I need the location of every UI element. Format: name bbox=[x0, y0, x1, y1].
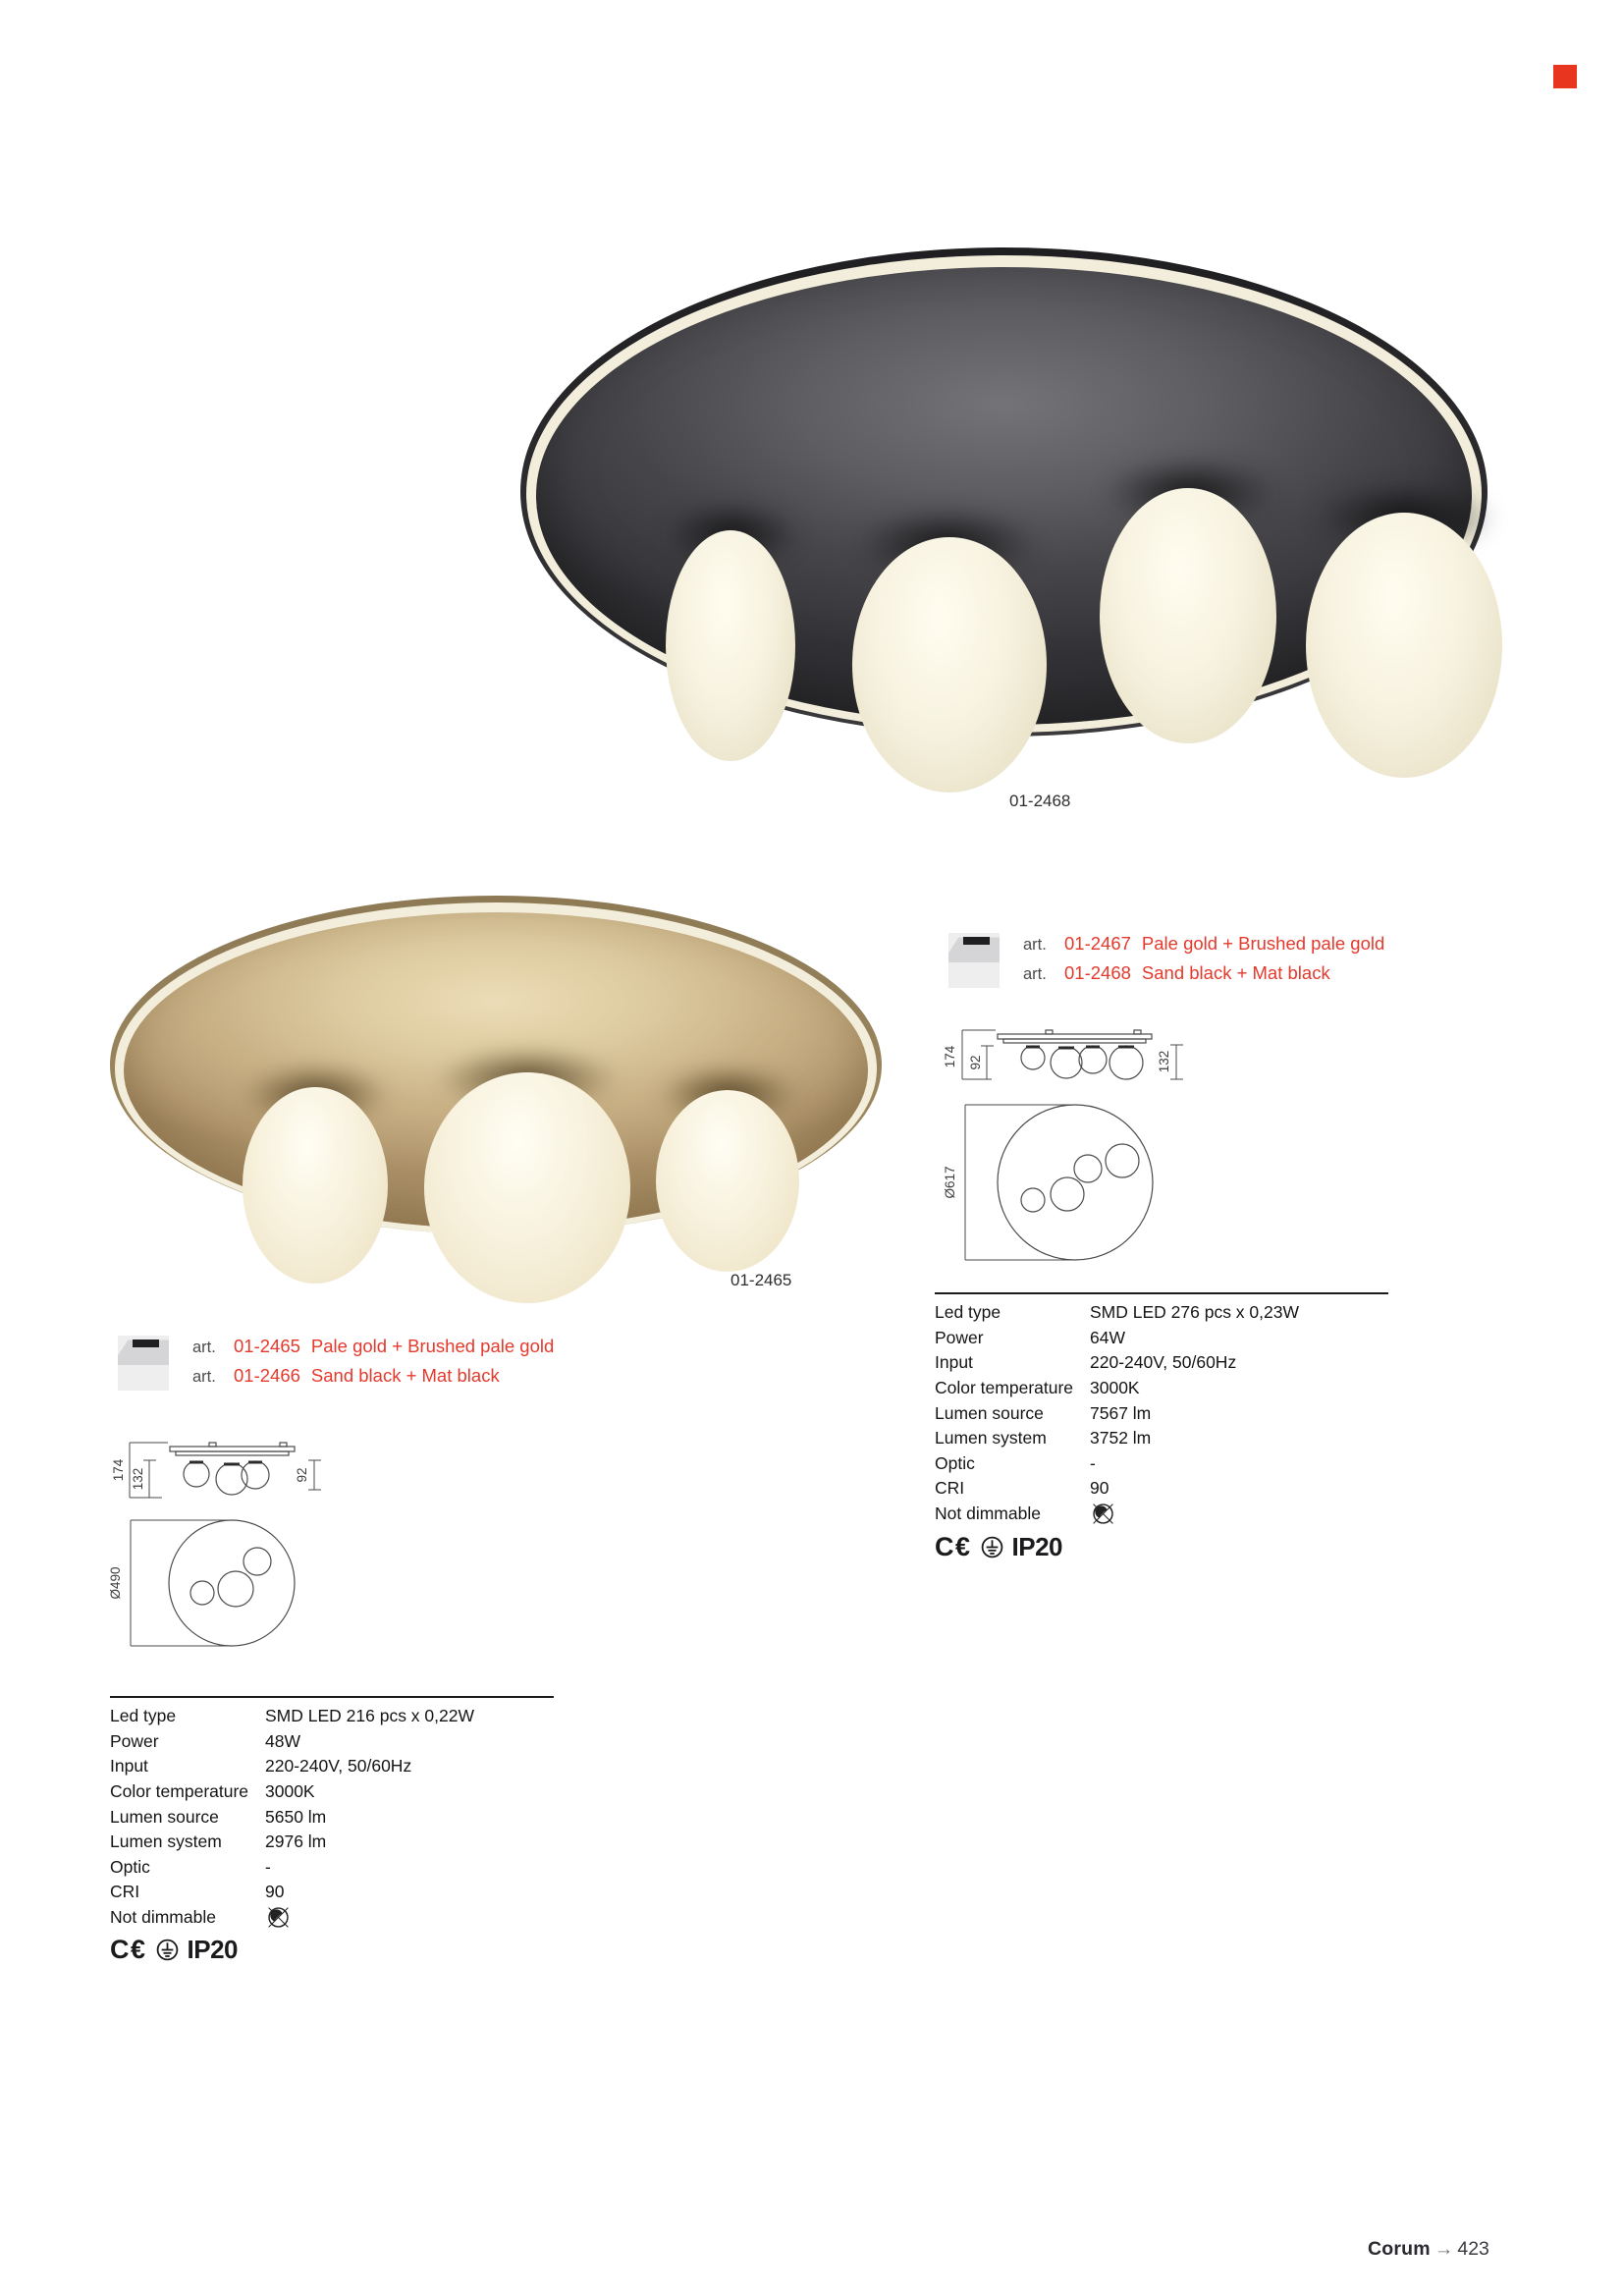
glass-globe bbox=[424, 1072, 630, 1303]
dim-total-height: 174 bbox=[111, 1458, 126, 1482]
page-footer bbox=[1368, 2238, 1489, 2261]
certifications-large bbox=[935, 1532, 1062, 1562]
spec-label: CRI bbox=[935, 1478, 965, 1499]
dim-total-height: 174 bbox=[943, 1045, 957, 1068]
spec-value: 2976 lm bbox=[265, 1831, 327, 1852]
dim-right: 92 bbox=[295, 1467, 309, 1483]
art-code: 01-2468 bbox=[1064, 962, 1131, 983]
art-prefix: art. bbox=[192, 1339, 216, 1356]
spec-table-small bbox=[110, 1696, 554, 1930]
art-code: 01-2465 bbox=[234, 1336, 300, 1356]
thumbnail-bar bbox=[133, 1339, 159, 1346]
product-photo-pale-gold bbox=[110, 896, 886, 1318]
spec-label: Lumen source bbox=[935, 1402, 1044, 1423]
variant-row bbox=[1023, 933, 1384, 962]
spec-row bbox=[935, 1376, 1388, 1401]
art-code: 01-2466 bbox=[234, 1365, 300, 1386]
ground-class-icon bbox=[979, 1534, 1005, 1560]
variant-list bbox=[192, 1336, 554, 1394]
spec-value: 64W bbox=[1090, 1327, 1125, 1347]
spec-label: CRI bbox=[110, 1882, 140, 1902]
art-prefix: art. bbox=[1023, 936, 1047, 954]
not-dimmable-icon bbox=[1090, 1501, 1116, 1527]
spec-value: 3752 lm bbox=[1090, 1428, 1152, 1449]
spec-row bbox=[110, 1754, 554, 1779]
variant-row bbox=[1023, 962, 1384, 992]
spec-row bbox=[110, 1880, 554, 1905]
spec-row bbox=[110, 1855, 554, 1881]
spec-label: Optic bbox=[935, 1452, 975, 1473]
ce-mark: C€ bbox=[935, 1532, 972, 1561]
ground-class-icon bbox=[154, 1937, 181, 1963]
spec-label: Power bbox=[935, 1327, 984, 1347]
dim-inner-left: 92 bbox=[968, 1055, 983, 1070]
spec-row-dimmable bbox=[110, 1905, 554, 1931]
spec-row bbox=[935, 1476, 1388, 1502]
not-dimmable-icon bbox=[265, 1904, 292, 1931]
dimmable-label: Not dimmable bbox=[110, 1907, 216, 1928]
spec-value: 7567 lm bbox=[1090, 1402, 1152, 1423]
footer-page-number: 423 bbox=[1457, 2238, 1489, 2260]
spec-label: Led type bbox=[110, 1706, 177, 1726]
ip-rating: IP20 bbox=[1011, 1532, 1063, 1561]
ip-rating: IP20 bbox=[187, 1935, 239, 1964]
spec-label: Color temperature bbox=[110, 1781, 249, 1802]
spec-label: Color temperature bbox=[935, 1378, 1074, 1398]
spec-value: - bbox=[265, 1856, 271, 1877]
spec-value: SMD LED 216 pcs x 0,22W bbox=[265, 1706, 474, 1726]
variant-row bbox=[192, 1336, 554, 1365]
spec-row bbox=[110, 1830, 554, 1855]
art-finish: Sand black + Mat black bbox=[1141, 962, 1330, 983]
art-finish: Sand black + Mat black bbox=[310, 1365, 500, 1386]
spec-label: Input bbox=[935, 1352, 973, 1373]
variant-block-small bbox=[118, 1336, 554, 1394]
product-photo-sand-black bbox=[520, 247, 1492, 797]
glass-globe bbox=[243, 1087, 388, 1284]
thumbnail-bar bbox=[963, 937, 990, 944]
art-finish: Pale gold + Brushed pale gold bbox=[310, 1336, 555, 1356]
glass-globe bbox=[666, 530, 795, 761]
ce-mark: C€ bbox=[110, 1935, 147, 1964]
spec-row bbox=[935, 1400, 1388, 1426]
spec-row bbox=[935, 1426, 1388, 1451]
spec-row bbox=[935, 1326, 1388, 1351]
certifications-small bbox=[110, 1935, 238, 1965]
spec-value: 5650 lm bbox=[265, 1806, 327, 1827]
spec-label: Input bbox=[110, 1756, 148, 1777]
dim-diameter: Ø490 bbox=[108, 1566, 123, 1600]
footer-arrow: → bbox=[1434, 2238, 1454, 2260]
spec-value: 90 bbox=[265, 1882, 285, 1902]
spec-row bbox=[935, 1300, 1388, 1326]
art-prefix: art. bbox=[192, 1368, 216, 1386]
spec-label: Power bbox=[110, 1730, 159, 1751]
product-thumbnail bbox=[948, 933, 1000, 988]
spec-table-large bbox=[935, 1292, 1388, 1526]
spec-value: 220-240V, 50/60Hz bbox=[265, 1756, 412, 1777]
variant-list bbox=[1023, 933, 1384, 992]
spec-label: Lumen system bbox=[935, 1428, 1047, 1449]
glass-globe bbox=[852, 537, 1047, 793]
spec-row bbox=[935, 1350, 1388, 1376]
dim-right: 132 bbox=[1157, 1050, 1171, 1073]
page-corner-marker bbox=[1553, 65, 1577, 88]
dimension-drawing-large bbox=[933, 1016, 1394, 1311]
dim-inner-left: 132 bbox=[131, 1467, 145, 1491]
spec-row-dimmable bbox=[935, 1502, 1388, 1527]
product-thumbnail bbox=[118, 1336, 169, 1391]
dimmable-label: Not dimmable bbox=[935, 1503, 1041, 1524]
spec-row bbox=[935, 1451, 1388, 1477]
spec-label: Lumen system bbox=[110, 1831, 222, 1852]
spec-label: Optic bbox=[110, 1856, 150, 1877]
spec-row bbox=[110, 1779, 554, 1805]
variant-block-large bbox=[948, 933, 1384, 992]
spec-row bbox=[110, 1729, 554, 1755]
glass-globe bbox=[656, 1090, 799, 1272]
glass-globe bbox=[1100, 488, 1276, 743]
spec-value: - bbox=[1090, 1452, 1096, 1473]
spec-value: SMD LED 276 pcs x 0,23W bbox=[1090, 1302, 1299, 1323]
spec-row bbox=[110, 1804, 554, 1830]
art-prefix: art. bbox=[1023, 965, 1047, 983]
spec-value: 3000K bbox=[265, 1781, 315, 1802]
photo-label-large: 01-2468 bbox=[1009, 792, 1071, 810]
spec-row bbox=[110, 1704, 554, 1729]
variant-row bbox=[192, 1365, 554, 1394]
spec-value: 220-240V, 50/60Hz bbox=[1090, 1352, 1237, 1373]
spec-value: 90 bbox=[1090, 1478, 1109, 1499]
spec-value: 48W bbox=[265, 1730, 300, 1751]
dim-diameter: Ø617 bbox=[943, 1166, 957, 1199]
glass-globe bbox=[1306, 513, 1502, 778]
photo-label-small: 01-2465 bbox=[730, 1271, 792, 1289]
dimension-drawing-small bbox=[93, 1432, 506, 1692]
art-code: 01-2467 bbox=[1064, 933, 1131, 954]
art-finish: Pale gold + Brushed pale gold bbox=[1141, 933, 1385, 954]
spec-label: Led type bbox=[935, 1302, 1001, 1323]
spec-value: 3000K bbox=[1090, 1378, 1140, 1398]
spec-label: Lumen source bbox=[110, 1806, 219, 1827]
footer-family-name: Corum bbox=[1368, 2238, 1431, 2260]
